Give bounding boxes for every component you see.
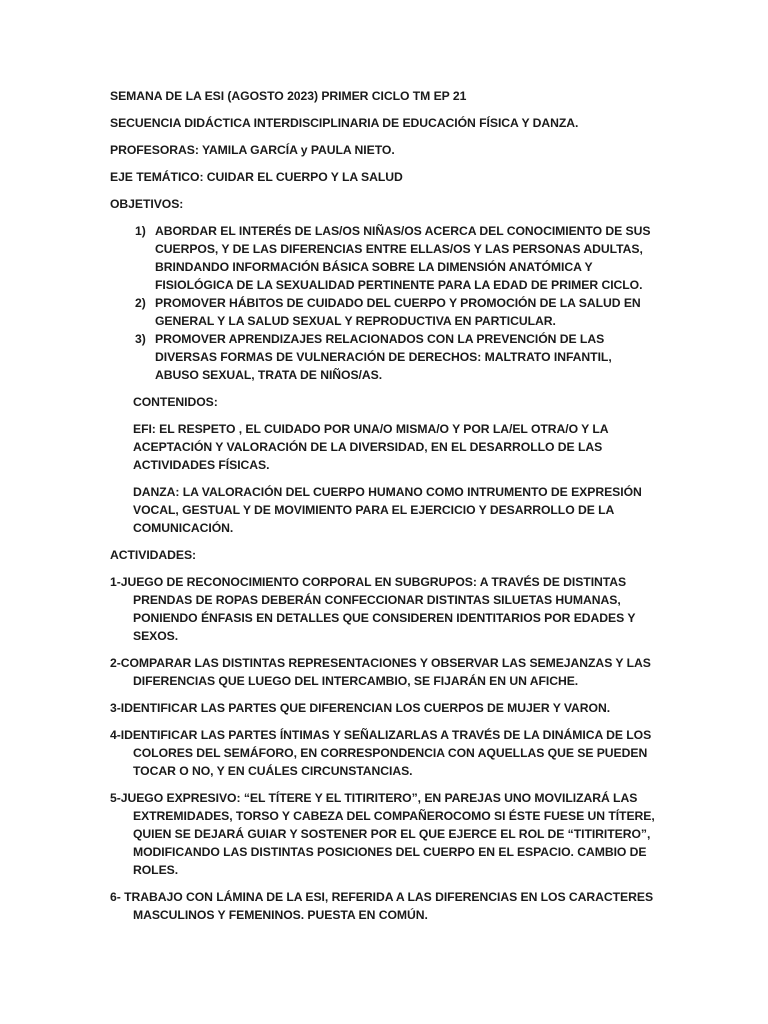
activities-heading: ACTIVIDADES: <box>110 548 197 562</box>
objective-item <box>110 330 655 384</box>
activity-item: 6- TRABAJO CON LÁMINA DE LA ESI, REFERIDA A LAS DIFERENCIAS EN LOS CARACTERES MASCULINOS Y FEMENINOS. PUESTA EN COMÚN. <box>110 890 654 922</box>
objective-text: PROMOVER APRENDIZAJES RELACIONADOS CON LA PREVENCIÓN DE LAS DIVERSAS FORMAS DE VULNERACIÓN DE DERECHOS: MALTRATO INFANTIL, ABUSO SEXUAL, TRATA DE NIÑOS/AS. <box>155 332 612 382</box>
objective-item <box>110 222 655 294</box>
teachers-line: PROFESORAS: YAMILA GARCÍA y PAULA NIETO. <box>110 143 395 157</box>
objective-number: 3) <box>135 332 146 346</box>
contents-danza: DANZA: LA VALORACIÓN DEL CUERPO HUMANO COMO INTRUMENTO DE EXPRESIÓN VOCAL, GESTUAL Y DE MOVIMIENTO PARA EL EJERCICIO Y DESARROLLO DE LA COMUNICACIÓN. <box>133 485 642 535</box>
activity-item: 1-JUEGO DE RECONOCIMIENTO CORPORAL EN SUBGRUPOS: A TRAVÉS DE DISTINTAS PRENDAS DE ROPAS DEBERÁN CONFECCIONAR DISTINTAS SILUETAS HUMANAS, PONIENDO ÉNFASIS EN DETALLES QUE CONSIDEREN IDENTITARIOS POR EDADES Y SEXOS. <box>110 575 636 643</box>
objectives-heading: OBJETIVOS: <box>110 197 184 211</box>
document-page <box>110 87 655 933</box>
contents-heading: CONTENIDOS: <box>133 395 218 409</box>
objective-number: 2) <box>135 296 146 310</box>
contents-efi: EFI: EL RESPETO , EL CUIDADO POR UNA/O MISMA/O Y POR LA/EL OTRA/O Y LA ACEPTACIÓN Y VALORACIÓN DE LA DIVERSIDAD, EN EL DESARROLLO DE LAS ACTIVIDADES FÍSICAS. <box>133 422 609 472</box>
axis-line: EJE TEMÁTICO: CUIDAR EL CUERPO Y LA SALUD <box>110 170 403 184</box>
objective-number: 1) <box>135 224 146 238</box>
activity-item: 3-IDENTIFICAR LAS PARTES QUE DIFERENCIAN LOS CUERPOS DE MUJER Y VARON. <box>110 701 611 715</box>
objective-item <box>110 294 655 330</box>
activity-item: 4-IDENTIFICAR LAS PARTES ÍNTIMAS Y SEÑALIZARLAS A TRAVÉS DE LA DINÁMICA DE LOS COLORES DEL SEMÁFORO, EN CORRESPONDENCIA CON AQUELLAS QUE SE PUEDEN TOCAR O NO, Y EN CUÁLES CIRCUNSTANCIAS. <box>110 728 652 778</box>
activity-item: 2-COMPARAR LAS DISTINTAS REPRESENTACIONES Y OBSERVAR LAS SEMEJANZAS Y LAS DIFERENCIAS QUE LUEGO DEL INTERCAMBIO, SE FIJARÁN EN UN AFICHE. <box>110 656 651 688</box>
sequence-line: SECUENCIA DIDÁCTICA INTERDISCIPLINARIA DE EDUCACIÓN FÍSICA Y DANZA. <box>110 116 579 130</box>
activity-item: 5-JUEGO EXPRESIVO: “EL TÍTERE Y EL TITIRITERO”, EN PAREJAS UNO MOVILIZARÁ LAS EXTREMIDADES, TORSO Y CABEZA DEL COMPAÑEROCOMO SI ÉSTE FUESE UN TÍTERE, QUIEN SE DEJARÁ GUIAR Y SOSTENER POR EL QUE EJERCE EL ROL DE “TITIRITERO”, MODIFICANDO LAS DISTINTAS POSICIONES DEL CUERPO EN EL ESPACIO. CAMBIO DE ROLES. <box>110 791 655 877</box>
objective-text: ABORDAR EL INTERÉS DE LAS/OS NIÑAS/OS ACERCA DEL CONOCIMIENTO DE SUS CUERPOS, Y DE LAS DIFERENCIAS ENTRE ELLAS/OS Y LAS PERSONAS ADULTAS, BRINDANDO INFORMACIÓN BÁSICA SOBRE LA DIMENSIÓN ANATÓMICA Y FISIOLÓGICA DE LA SEXUALIDAD PERTINENTE PARA LA EDAD DE PRIMER CICLO. <box>155 224 651 292</box>
objective-text: PROMOVER HÁBITOS DE CUIDADO DEL CUERPO Y PROMOCIÓN DE LA SALUD EN GENERAL Y LA SALUD SEXUAL Y REPRODUCTIVA EN PARTICULAR. <box>155 296 641 328</box>
document-title: SEMANA DE LA ESI (AGOSTO 2023) PRIMER CICLO TM EP 21 <box>110 89 467 103</box>
objectives-list <box>110 222 655 384</box>
